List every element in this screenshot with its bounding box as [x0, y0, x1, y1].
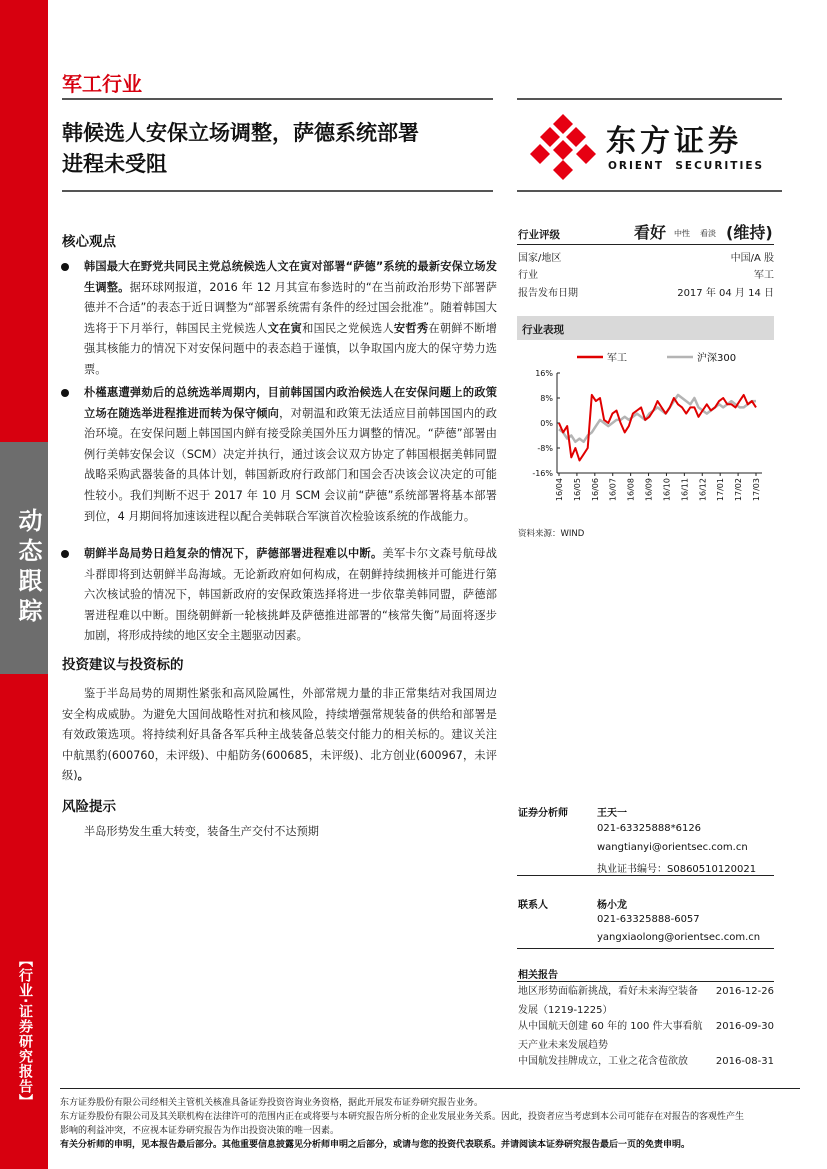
x-tick-label: 16/04 — [555, 478, 564, 502]
rating-rule — [517, 244, 774, 245]
risk-text: 半岛形势发生重大转变，装备生产交付不达预期 — [84, 825, 319, 838]
core-point-1-name-1: 文在寅 — [267, 321, 303, 335]
related-heading: 相关报告 — [518, 970, 558, 981]
company-logo — [530, 112, 770, 182]
related-title: 从中国航天创建 60 年的 100 件大事看航 — [518, 1021, 703, 1032]
core-point-2-bold: 朴槿惠遭弹劾后的总统选举周期内，目前韩国国内政治候选人在安保问题上的政策立场在随选举进程推进而转为保守倾向 — [84, 386, 497, 420]
chart-title: 行业表现 — [522, 324, 564, 336]
core-point-1-text-c: 在朝鲜不断增强其核能力的情况下对安保问题中的表态趋于谨慎，以争取国内庞大的保守势力选票。 — [84, 321, 497, 376]
legend-label-0: 军工 — [607, 353, 627, 364]
contact-rule — [517, 948, 774, 949]
legend-label-1: 沪深300 — [697, 353, 737, 364]
related-report-3[interactable] — [518, 1052, 774, 1071]
footer-line-2: 东方证券股份有限公司及其关联机构在法律许可的范围内正在或将要与本研究报告所分析的企业发展业务关系。因此，投资者应当考虑到本公司可能存在对报告的客观性产生 — [60, 1112, 745, 1122]
rating-status: (维持) — [726, 223, 773, 242]
logo-en: ORIENT SECURITIES — [608, 160, 765, 172]
report-type-label: 【行业·证券研究报告】 — [17, 953, 33, 1110]
contact-label: 联系人 — [518, 900, 548, 911]
rating-row-region — [518, 249, 774, 265]
core-point-3-bold: 朝鲜半岛局势日趋复杂的情况下，萨德部署进程难以中断。 — [84, 547, 383, 560]
row-label: 行业 — [518, 270, 538, 281]
logo-bottom-rule — [517, 190, 782, 192]
rating-bearish: 看淡 — [700, 229, 716, 238]
title-line-1: 韩候选人安保立场调整，萨德系统部署 — [62, 121, 419, 145]
related-title-cont: 天产业未来发展趋势 — [518, 1040, 608, 1051]
core-point-2-text: ，对朝温和政策无法适应目前韩国国内的政治环境。在安保问题上韩国国内鲜有接受除美国外压力调整的情况。“萨德”部署由例行美韩安保会议（SCM）决定并执行，通过该会议双方协定了韩国根据美韩同盟战略采购武器装备的具体计划，韩国新政府行政部门和国会否决该会议决定的可能性较小。我们判断不迟于 2017 年 10 月 SCM 会议前“萨德”系统部署将基本部署到位，4 月期间将加速该进程以配合美韩联合军演首次检验该系统的作战能力。 — [84, 406, 497, 523]
core-point-1 — [84, 257, 497, 381]
logo-mark-icon — [530, 114, 596, 180]
footer-disclaimer — [60, 1096, 800, 1152]
x-tick-label: 16/07 — [608, 478, 618, 502]
analyst-email[interactable]: wangtianyi@orientsec.com.cn — [597, 842, 748, 853]
related-date: 2016-12-26 — [715, 986, 774, 997]
sector-rule — [62, 98, 493, 100]
core-point-3 — [84, 544, 497, 647]
row-label: 国家/地区 — [518, 253, 562, 264]
row-value: 军工 — [754, 270, 774, 281]
analyst-rule — [517, 875, 774, 876]
analyst-name: 王天一 — [597, 808, 627, 819]
logo-cn: 东方证券 — [606, 124, 742, 159]
x-tick-label: 17/01 — [716, 478, 726, 502]
y-tick-label: -16% — [532, 469, 553, 478]
core-point-2 — [84, 383, 497, 527]
rating-row-date — [518, 284, 774, 300]
related-report-1[interactable] — [518, 982, 774, 1020]
footer-line-1: 东方证券股份有限公司经相关主管机关核准具备证券投资咨询业务资格，据此开展发布证券研究报告业务。 — [60, 1098, 484, 1108]
contact-name: 杨小龙 — [597, 900, 627, 911]
rating-row-industry — [518, 266, 774, 282]
related-report-2[interactable] — [518, 1017, 774, 1055]
x-tick-label: 17/03 — [752, 478, 761, 502]
rating-label: 行业评级 — [518, 229, 560, 241]
series-line-0 — [559, 395, 756, 461]
title-rule — [62, 190, 493, 192]
y-tick-label: 8% — [540, 394, 553, 403]
x-tick-label: 16/05 — [572, 478, 582, 502]
row-value: 2017 年 04 月 14 日 — [677, 288, 774, 299]
sector-title: 军工行业 — [62, 72, 142, 96]
rating-neutral: 中性 — [674, 229, 690, 238]
related-title-cont: 发展（1219-1225） — [518, 1005, 613, 1016]
footer-line-4: 有关分析师的申明，见本报告最后部分。其他重要信息披露见分析师申明之后部分，或请与您的投资代表联系。并请阅读本证券研究报告最后一页的免责申明。 — [60, 1140, 691, 1150]
x-tick-label: 17/02 — [734, 478, 744, 502]
y-tick-label: 0% — [540, 419, 553, 428]
x-tick-label: 16/08 — [626, 478, 636, 502]
bullet-3 — [61, 550, 69, 558]
invest-heading: 投资建议与投资标的 — [62, 657, 184, 673]
invest-text — [62, 684, 497, 787]
contact-phone: 021-63325888-6057 — [597, 914, 700, 925]
contact-email[interactable]: yangxiaolong@orientsec.com.cn — [597, 932, 761, 943]
footer-line-3: 影响的利益冲突，不应视本证券研究报告为作出投资决策的唯一因素。 — [60, 1126, 340, 1136]
invest-end: 。 — [77, 769, 89, 783]
core-point-1-name-2: 安哲秀 — [393, 321, 429, 335]
x-tick-label: 16/12 — [698, 478, 708, 502]
rating-header — [518, 220, 774, 244]
bullet-1 — [61, 263, 69, 271]
footer-rule — [60, 1088, 800, 1089]
x-tick-label: 16/11 — [680, 478, 690, 502]
invest-body: 鉴于半岛局势的周期性紧张和高风险属性，外部常规力量的非正常集结对我国周边安全构成威胁。为避免大国间战略性对抗和核风险，持续增强常规装备的供给和部署是有效政策选项。将持续利好具备各军兵种主战装备总装交付能力的相关标的。建议关注中航黑豹(600760，未评级)、中船防务(600685，未评级)、北方创业(600967，未评级) — [62, 687, 497, 783]
performance-chart — [517, 343, 774, 523]
risk-heading: 风险提示 — [62, 799, 116, 815]
core-point-1-text-b: 和国民之党候选人 — [302, 321, 394, 335]
core-heading: 核心观点 — [62, 234, 116, 250]
y-tick-label: -8% — [537, 444, 553, 453]
category-label: 动态跟踪 — [14, 508, 42, 628]
core-point-3-text: 美军卡尔文森号航母战斗群即将到达朝鲜半岛海域。无论新政府如何构成，在朝鲜持续拥核并可能进行第六次核试验的情况下，韩国新政府的安保政策选择将进一步依靠美韩同盟，萨德部署进程难以中断。围绕朝鲜新一轮核挑衅及萨德推进部署的“核常失衡”局面将逐步加剧，将形成持续的地区安全主题驱动因素。 — [84, 547, 497, 643]
related-date: 2016-08-31 — [715, 1056, 774, 1067]
analyst-cert: 执业证书编号：S0860510120021 — [597, 864, 757, 875]
title-line-2: 进程未受阻 — [62, 152, 167, 176]
analyst-label: 证券分析师 — [518, 808, 568, 819]
rating-value: 看好 — [634, 223, 667, 242]
y-tick-label: 16% — [535, 369, 553, 378]
x-tick-label: 16/06 — [590, 478, 600, 502]
row-label: 报告发布日期 — [518, 288, 578, 299]
analyst-phone: 021-63325888*6126 — [597, 823, 702, 834]
logo-rule — [517, 98, 782, 100]
x-tick-label: 16/09 — [644, 478, 654, 502]
related-title: 地区形势面临新挑战，看好未来海空装备 — [518, 986, 698, 997]
bullet-2 — [61, 389, 69, 397]
row-value: 中国/A 股 — [730, 253, 774, 264]
related-title: 中国航发挂牌成立，工业之花含苞欲放 — [518, 1056, 688, 1067]
x-tick-label: 16/10 — [662, 478, 672, 502]
page-title — [62, 118, 502, 180]
chart-source: 资料来源：WIND — [518, 529, 585, 539]
core-point-1-text-a: 据环球网报道，2016 年 12 月其宣布参选时的“在当前政治形势下部署萨德并不合适”的表态于近日调整为“部署系统需有条件的经过国会批准”。随着韩国大选将于下月举行，韩国民主党候选人 — [84, 280, 497, 335]
core-point-1-bold: 韩国最大在野党共同民主党总统候选人文在寅对部署“萨德”系统的最新安保立场发生调整。 — [84, 260, 497, 294]
related-date: 2016-09-30 — [715, 1021, 774, 1032]
